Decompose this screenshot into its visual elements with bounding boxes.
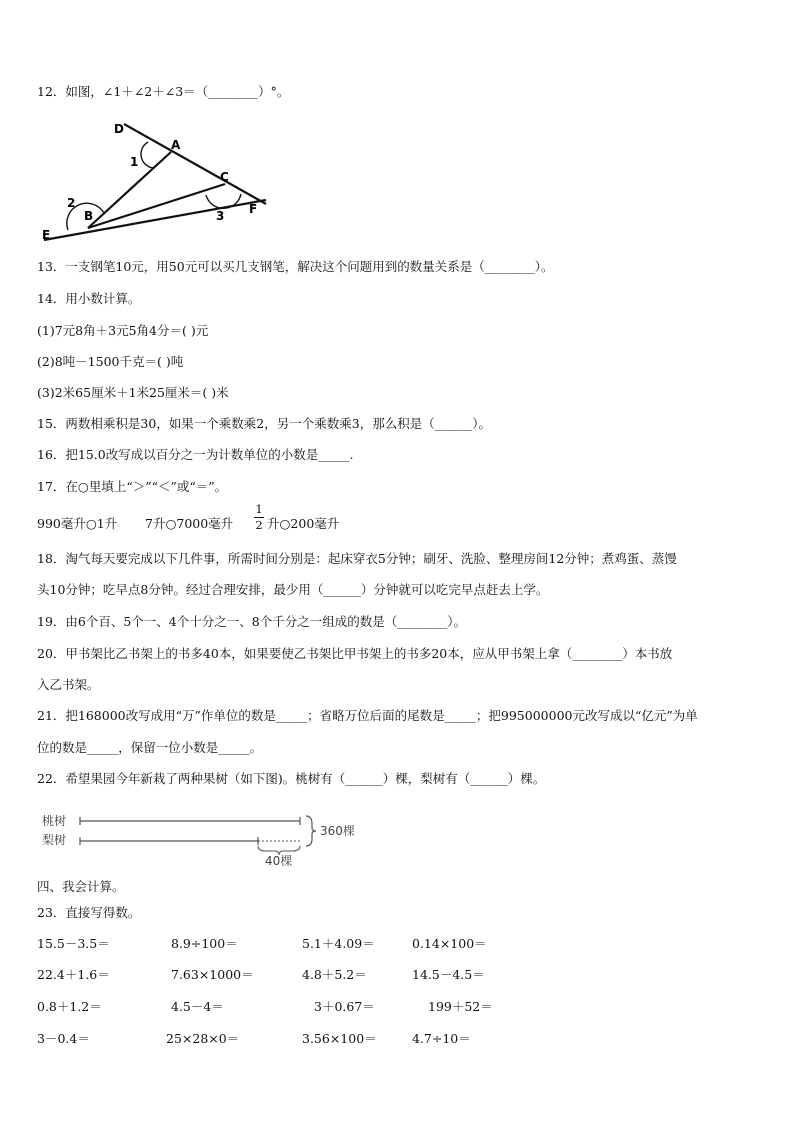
q23-title: 23．直接写得数。: [37, 905, 141, 920]
q13-text: 13．一支钢笔10元，用50元可以买几支钢笔，解决这个问题用到的数量关系是（________）。: [37, 259, 554, 274]
q20-line-1: 20．甲书架比乙书架上的书多40本，如果要使乙书架比甲书架上的书多20本，应从甲书架上拿（________）本书放: [37, 646, 673, 661]
q23-item: 25×28×0＝: [166, 1031, 240, 1046]
label-c: C: [220, 170, 229, 184]
label-2: 2: [67, 196, 76, 210]
q23-item: 3－0.4＝: [37, 1031, 90, 1046]
q15-text: 15．两数相乘积是30，如果一个乘数乘2，另一个乘数乘3，那么积是（______）。: [37, 416, 491, 431]
q17-item-1: 990毫升○1升: [37, 516, 118, 531]
difference-label: 40棵: [265, 854, 293, 868]
q18-line-2: 头10分钟；吃早点8分钟。经过合理安排，最少用（______）分钟就可以吃完早点赶去上学。: [37, 582, 549, 597]
label-e: E: [42, 228, 51, 242]
q23-item: 199＋52＝: [428, 999, 493, 1014]
fraction-denominator: 2: [255, 518, 263, 532]
q23-item: 22.4＋1.6＝: [37, 967, 110, 982]
q14-item-3: (3)2米65厘米＋1米25厘米＝( )米: [37, 385, 229, 400]
q23-item: 15.5－3.5＝: [37, 936, 110, 951]
q14-item-1: (1)7元8角＋3元5角4分＝( )元: [37, 323, 209, 338]
q22-text: 22．希望果园今年新栽了两种果树（如下图)。桃树有（______）棵，梨树有（______）棵。: [37, 771, 546, 786]
angle-1-arc: [141, 142, 153, 168]
label-pear-trees: 梨树: [42, 833, 67, 847]
q23-item: 0.8＋1.2＝: [37, 999, 102, 1014]
q14-item-2: (2)8吨－1500千克＝( )吨: [37, 354, 184, 369]
fraction-numerator: 1: [255, 502, 263, 516]
label-b: B: [84, 209, 94, 223]
q23-item: 4.8＋5.2＝: [302, 967, 367, 982]
label-peach-trees: 桃树: [42, 814, 67, 828]
q17-item-2: 7升○7000毫升: [145, 516, 234, 531]
q23-item: 4.5－4＝: [171, 999, 224, 1014]
q14-title: 14．用小数计算。: [37, 291, 141, 306]
label-1: 1: [130, 155, 139, 169]
q23-item: 14.5－4.5＝: [412, 967, 485, 982]
q19-text: 19．由6个百、5个一、4个十分之一、8个千分之一组成的数是（________）。: [37, 614, 466, 629]
q17-title: 17．在○里填上“＞”“＜”或“＝”。: [37, 479, 228, 494]
q16-text: 16．把15.0改写成以百分之一为计数单位的小数是_____.: [37, 447, 354, 462]
section-4-heading: 四、我会计算。: [37, 879, 125, 894]
q23-item: 5.1＋4.09＝: [302, 936, 375, 951]
q21-line-2: 位的数是_____，保留一位小数是_____。: [37, 740, 263, 755]
label-d: D: [114, 122, 124, 136]
total-label: 360棵: [320, 824, 355, 838]
q17-item-3: 升○200毫升: [267, 516, 340, 531]
line-bc: [88, 184, 225, 228]
q23-item: 3＋0.67＝: [314, 999, 375, 1014]
q23-item: 3.56×100＝: [302, 1031, 377, 1046]
label-3: 3: [216, 209, 225, 223]
q22-tree-diagram: [40, 806, 370, 868]
q23-item: 4.7÷10＝: [412, 1031, 471, 1046]
q12-angle-figure: [38, 112, 268, 247]
q12-text: 12．如图，∠1＋∠2＋∠3＝（________）°。: [37, 84, 290, 99]
total-brace: [306, 816, 316, 846]
q23-item: 0.14×100＝: [412, 936, 487, 951]
q17-fraction: [253, 503, 265, 532]
q21-line-1: 21．把168000改写成用“万”作单位的数是_____；省略万位后面的尾数是_____；把995000000元改写成以“亿元”为单: [37, 708, 698, 723]
q23-item: 7.63×1000＝: [171, 967, 254, 982]
label-a: A: [171, 138, 181, 152]
q23-item: 8.9÷100＝: [171, 936, 238, 951]
label-f: F: [249, 202, 258, 216]
q20-line-2: 入乙书架。: [37, 677, 100, 692]
q18-line-1: 18．淘气每天要完成以下几件事，所需时间分别是：起床穿衣5分钟；刷牙、洗脸、整理房间12分钟；煮鸡蛋、蒸馒: [37, 551, 677, 566]
